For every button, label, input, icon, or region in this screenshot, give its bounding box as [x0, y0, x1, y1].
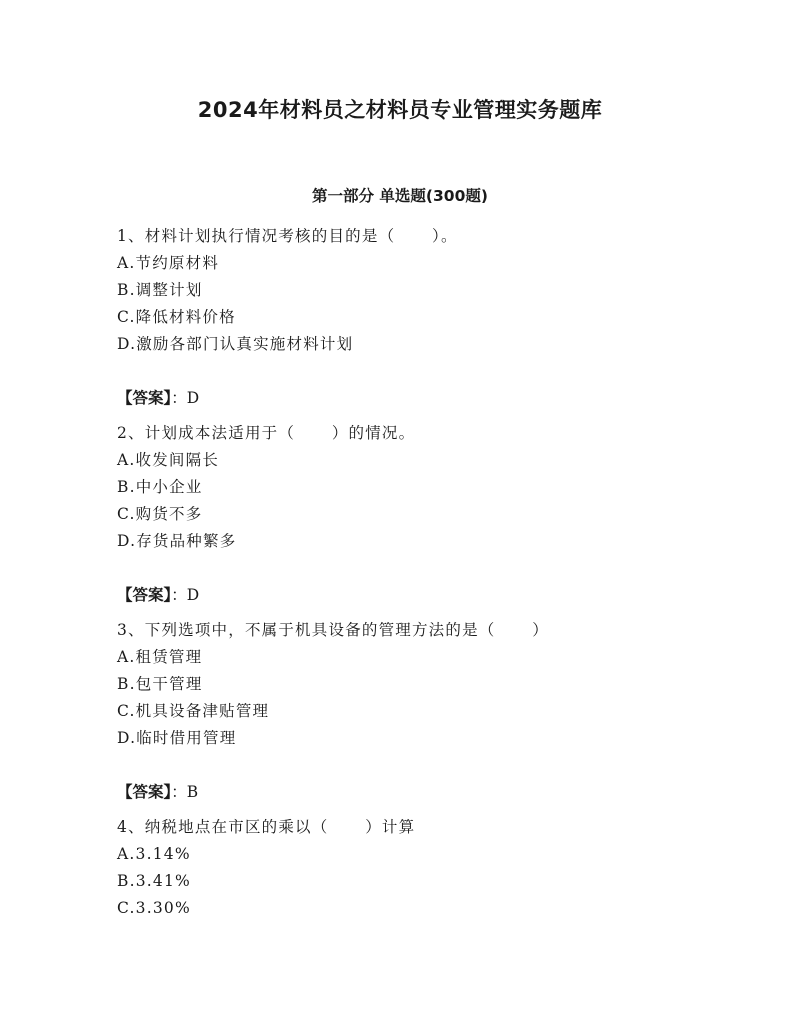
answer-label: 【答案】 — [117, 783, 172, 801]
question-stem: 2、计划成本法适用于（ ）的情况。 — [117, 424, 416, 442]
question-3 — [117, 617, 757, 806]
answer-value: ：D — [171, 389, 200, 407]
answer-value: ：D — [171, 586, 200, 604]
answer-label: 【答案】 — [117, 389, 172, 407]
option-c: C.购货不多 — [117, 505, 203, 523]
option-a: A.节约原材料 — [117, 254, 220, 272]
question-stem: 3、下列选项中，不属于机具设备的管理方法的是（ ） — [117, 621, 549, 639]
option-b: B.包干管理 — [117, 675, 203, 693]
answer — [117, 582, 757, 609]
question-1 — [117, 223, 757, 412]
question-stem: 4、纳税地点在市区的乘以（ ）计算 — [117, 818, 416, 836]
answer-value: ：B — [171, 783, 199, 801]
answer — [117, 385, 757, 412]
option-d: D.存货品种繁多 — [117, 532, 237, 550]
option-a: A.租赁管理 — [117, 648, 203, 666]
option-b: B.中小企业 — [117, 478, 203, 496]
question-list — [117, 223, 757, 922]
option-c: C.机具设备津贴管理 — [117, 702, 270, 720]
page-title: 2024年材料员之材料员专业管理实务题库 — [197, 98, 603, 122]
section-title: 第一部分 单选题(300题) — [312, 187, 488, 205]
answer — [117, 779, 757, 806]
option-d: D.临时借用管理 — [117, 729, 237, 747]
option-a: A.3.14% — [117, 845, 191, 863]
option-b: B.3.41% — [117, 872, 191, 890]
question-4 — [117, 814, 757, 922]
option-c: C.3.30% — [117, 899, 191, 917]
option-d: D.激励各部门认真实施材料计划 — [117, 335, 354, 353]
answer-label: 【答案】 — [117, 586, 172, 604]
option-a: A.收发间隔长 — [117, 451, 220, 469]
option-c: C.降低材料价格 — [117, 308, 236, 326]
question-2 — [117, 420, 757, 609]
question-stem: 1、材料计划执行情况考核的目的是（ ）。 — [117, 227, 458, 245]
option-b: B.调整计划 — [117, 281, 203, 299]
